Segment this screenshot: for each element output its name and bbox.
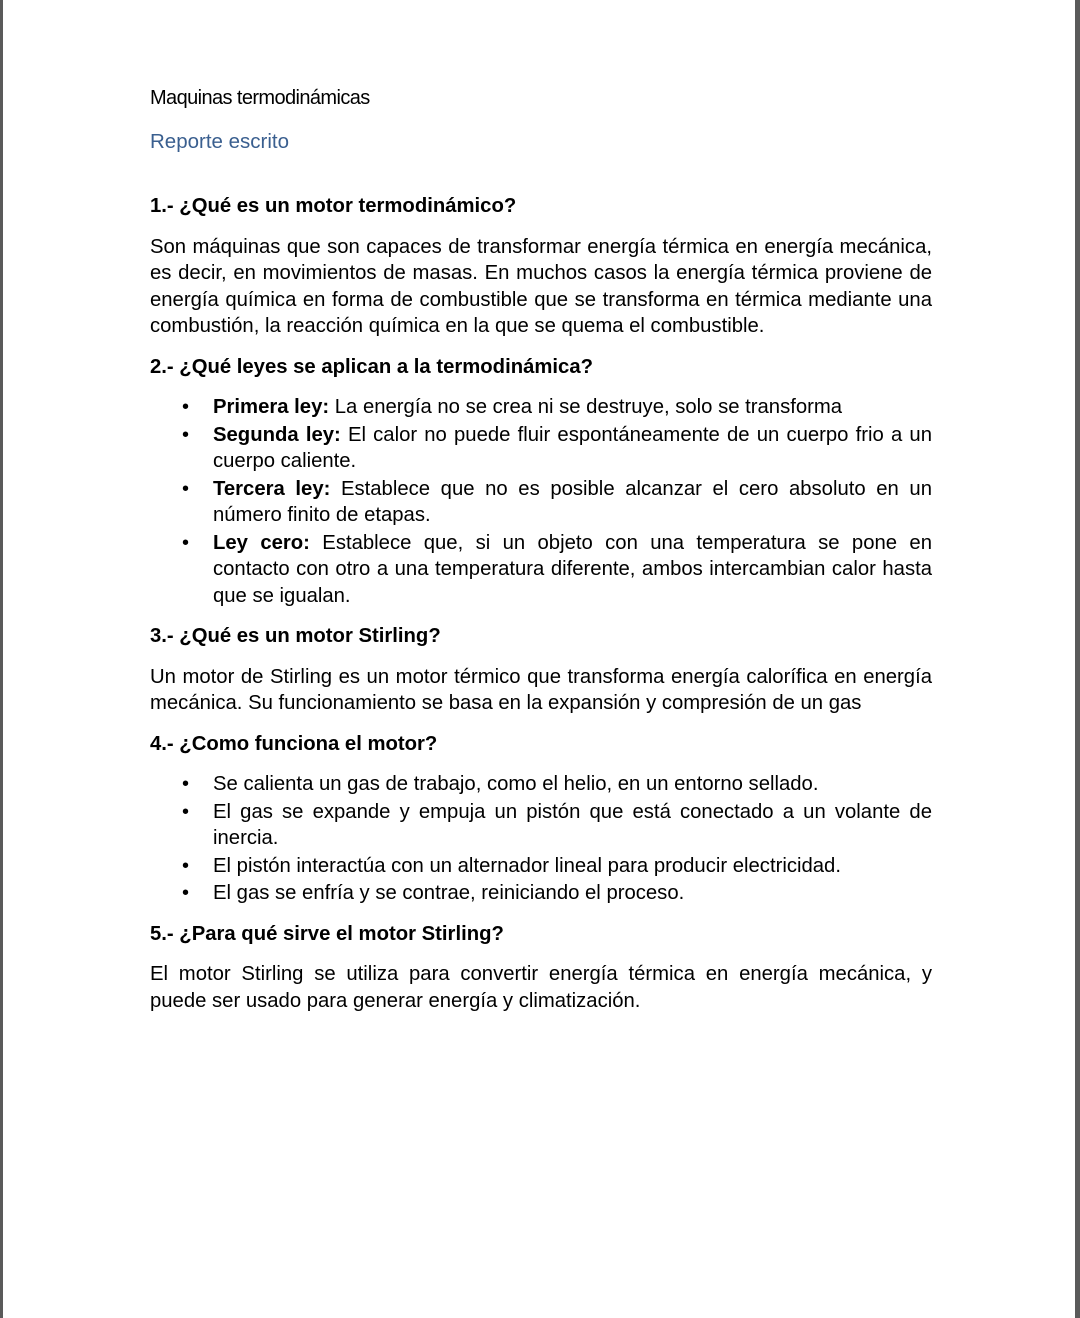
list-item bbox=[182, 476, 932, 529]
section-paragraph-3: Un motor de Stirling es un motor térmico que transforma energía calorífica en energía mecánica. Su funcionamiento se basa en la expansión y compresión de un gas bbox=[150, 665, 932, 714]
law-term: Tercera ley: bbox=[213, 477, 331, 500]
list-item bbox=[182, 394, 932, 421]
law-text: Establece que, si un objeto con una temperatura se pone en contacto con otro a una temperatura diferente, ambos intercambian calor hasta que se igualan. bbox=[213, 531, 932, 607]
list-item bbox=[182, 530, 932, 610]
section-heading-1: 1.- ¿Qué es un motor termodinámico? bbox=[150, 195, 517, 217]
document-content bbox=[150, 82, 932, 1014]
section-paragraph-5: El motor Stirling se utiliza para convertir energía térmica en energía mecánica, y puede ser usado para generar energía y climatización. bbox=[150, 963, 932, 1012]
bullet-icon: • bbox=[182, 882, 190, 904]
step-text: Se calienta un gas de trabajo, como el helio, en un entorno sellado. bbox=[213, 773, 819, 795]
bullet-icon: • bbox=[182, 423, 190, 446]
bullet-icon: • bbox=[182, 396, 190, 418]
list-item bbox=[182, 422, 932, 475]
document-page bbox=[3, 0, 1075, 1318]
laws-list bbox=[150, 394, 932, 609]
step-text: El pistón interactúa con un alternador lineal para producir electricidad. bbox=[213, 854, 841, 877]
bullet-icon: • bbox=[182, 854, 190, 877]
list-item bbox=[182, 880, 932, 907]
bullet-icon: • bbox=[182, 800, 190, 823]
law-text: Establece que no es posible alcanzar el cero absoluto en un número finito de etapas. bbox=[213, 477, 932, 526]
section-heading-4: 4.- ¿Como funciona el motor? bbox=[150, 732, 438, 755]
section-heading-5: 5.- ¿Para qué sirve el motor Stirling? bbox=[150, 922, 504, 945]
step-text: El gas se expande y empuja un pistón que está conectado a un volante de inercia. bbox=[213, 800, 932, 849]
bullet-icon: • bbox=[182, 477, 190, 500]
bullet-icon: • bbox=[182, 531, 190, 554]
document-title: Maquinas termodinámicas bbox=[150, 87, 370, 109]
law-text: El calor no puede fluir espontáneamente de un cuerpo frio a un cuerpo caliente. bbox=[213, 423, 932, 472]
law-text: La energía no se crea ni se destruye, solo se transforma bbox=[329, 396, 843, 418]
section-heading-2: 2.- ¿Qué leyes se aplican a la termodinámica? bbox=[150, 355, 593, 378]
section-heading-3: 3.- ¿Qué es un motor Stirling? bbox=[150, 625, 441, 647]
bullet-icon: • bbox=[182, 773, 190, 795]
list-item bbox=[182, 853, 932, 880]
law-term: Ley cero: bbox=[213, 531, 310, 554]
list-item bbox=[182, 771, 932, 798]
document-subtitle: Reporte escrito bbox=[150, 130, 290, 153]
process-list bbox=[150, 771, 932, 907]
list-item bbox=[182, 799, 932, 852]
law-term: Segunda ley: bbox=[213, 423, 341, 446]
section-paragraph-1: Son máquinas que son capaces de transformar energía térmica en energía mecánica, es decir, en movimientos de masas. En muchos casos la energía térmica proviene de energía química en forma de combustible que se transforma en térmica mediante una combustión, la reacción química en la que se quema el combustible. bbox=[150, 235, 932, 337]
law-term: Primera ley: bbox=[213, 396, 330, 418]
step-text: El gas se enfría y se contrae, reiniciando el proceso. bbox=[213, 882, 685, 904]
